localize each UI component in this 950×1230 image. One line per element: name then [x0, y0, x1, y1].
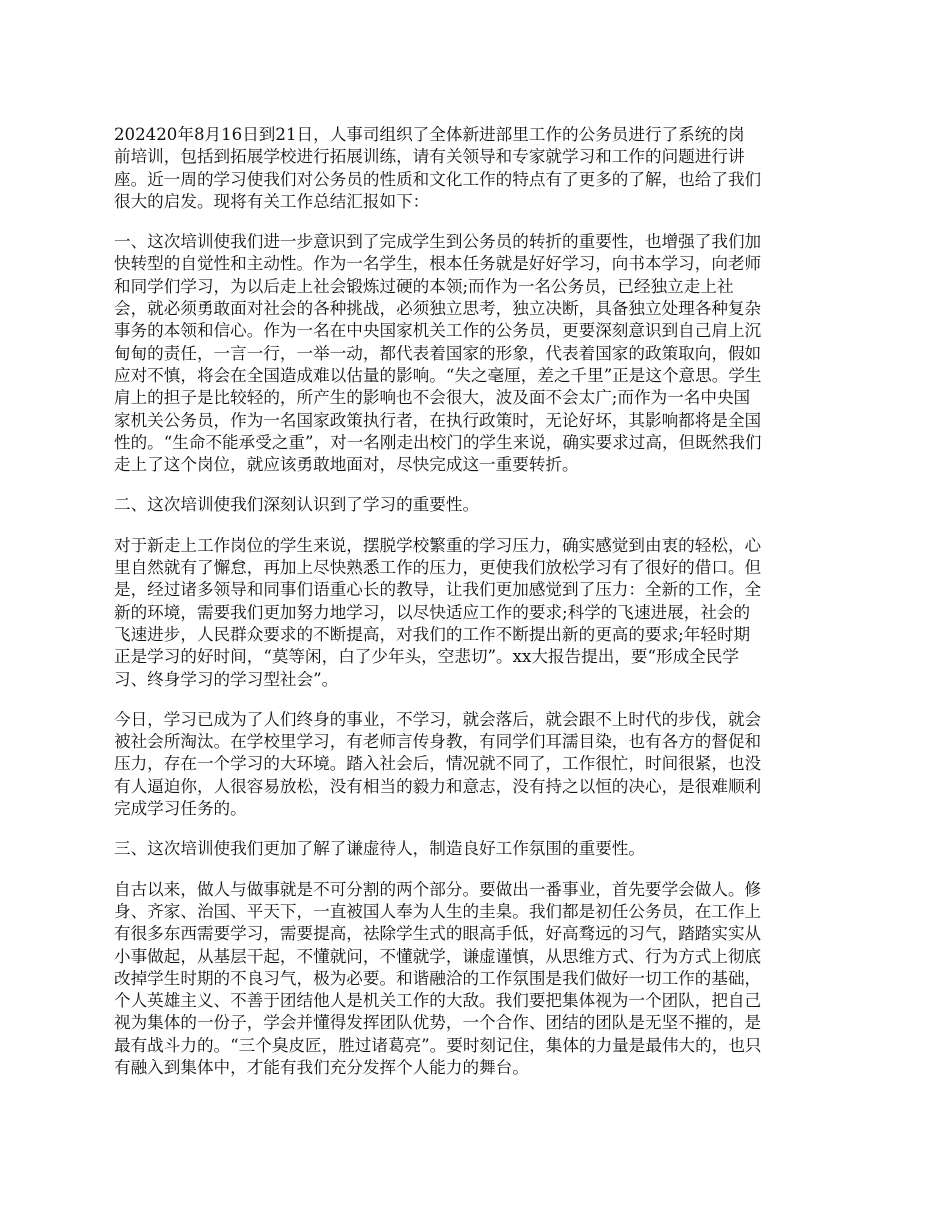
- document-body: [114, 124, 840, 1097]
- section-two-paragraph-1: 对于新走上工作岗位的学生来说，摆脱学校繁重的学习压力，确实感觉到由衷的轻松，心 里自然就有了懈怠，再加上尽快熟悉工作的压力，更使我们放松学习有了很好的借口。但 是，经过诸多领导和同事们语重心长的教导，让我们更加感觉到了压力：全新的工作，全 新的环境，需要我们更加努力地学习，以尽快适应工作的要求;科学的飞速进展，社会的 飞速进步，人民群众要求的不断提高，对我们的工作不断提出新的更高的要求;年轻时期 正是学习的好时间，“莫等闲，白了少年头，空悲切”。xx大报告提出，要“形成全民学 习、终身学习的学习型社会”。: [114, 535, 762, 689]
- section-one-paragraph: 一、这次培训使我们进一步意识到了完成学生到公务员的转折的重要性，也增强了我们加 快转型的自觉性和主动性。作为一名学生，根本任务就是好好学习，向书本学习，向老师 和同学们学习，为以后走上社会锻炼过硬的本领;而作为一名公务员，已经独立走上社 会，就必须勇敢面对社会的各种挑战，必须独立思考，独立决断，具备独立处理各种复杂 事务的本领和信心。作为一名在中央国家机关工作的公务员，更要深刻意识到自己肩上沉 甸甸的责任，一言一行，一举一动，都代表着国家的形象，代表着国家的政策取向，假如 应对不慎，将会在全国造成难以估量的影响。“失之毫厘，差之千里”正是这个意思。学生 肩上的担子是比较轻的，所产生的影响也不会很大，波及面不会太广;而作为一名中央国 家机关公务员，作为一名国家政策执行者，在执行政策时，无论好坏，其影响都将是全国 性的。“生命不能承受之重”，对一名刚走出校门的学生来说，确实要求过高，但既然我们 走上了这个岗位，就应该勇敢地面对，尽快完成这一重要转折。: [114, 232, 762, 475]
- section-two-heading: 二、这次培训使我们深刻认识到了学习的重要性。: [114, 495, 480, 515]
- section-three-heading: 三、这次培训使我们更加了解了谦虚待人，制造良好工作氛围的重要性。: [114, 839, 645, 859]
- section-two-paragraph-2: 今日，学习已成为了人们终身的事业，不学习，就会落后，就会跟不上时代的步伐，就会 被社会所淘汰。在学校里学习，有老师言传身教，有同学们耳濡目染，也有各方的督促和 压力，存在一个学习的大环境。踏入社会后，情况就不同了，工作很忙，时间很紧，也没 有人逼迫你，人很容易放松，没有相当的毅力和意志，没有持之以恒的决心，是很难顺利 完成学习任务的。: [114, 709, 762, 819]
- intro-paragraph: 202420年8月16日到21日，人事司组织了全体新进部里工作的公务员进行了系统的岗 前培训，包括到拓展学校进行拓展训练，请有关领导和专家就学习和工作的问题进行讲 座。近一周的学习使我们对公务员的性质和文化工作的特点有了更多的了解，也给了我们 很大的启发。现将有关工作总结汇报如下：: [114, 125, 762, 211]
- section-three-paragraph: 自古以来，做人与做事就是不可分割的两个部分。要做出一番事业，首先要学会做人。修 身、齐家、治国、平天下，一直被国人奉为人生的圭臬。我们都是初任公务员，在工作上 有很多东西需要学习，需要提高，祛除学生式的眼高手低，好高骛远的习气，踏踏实实从 小事做起，从基层干起，不懂就问，不懂就学，谦虚谨慎，从思维方式、行为方式上彻底 改掉学生时期的不良习气，极为必要。和谐融洽的工作氛围是我们做好一切工作的基础， 个人英雄主义、不善于团结他人是机关工作的大敌。我们要把集体视为一个团队，把自己 视为集体的一份子，学会并懂得发挥团队优势，一个合作、团结的团队是无坚不摧的，是 最有战斗力的。“三个臭皮匠，胜过诸葛亮”。要时刻记住，集体的力量是最伟大的，也只 有融入到集体中，才能有我们充分发挥个人能力的舞台。: [114, 879, 762, 1077]
